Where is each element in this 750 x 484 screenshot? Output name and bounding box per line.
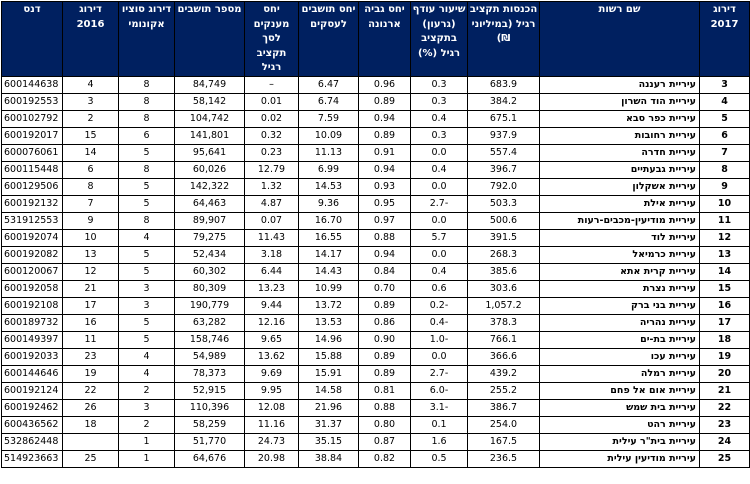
cell-arnona-collection: 0.97: [359, 212, 411, 229]
cell-socio-economic: 4: [119, 348, 175, 365]
cell-dns: 600192132: [2, 195, 63, 212]
cell-dns: 600192017: [2, 127, 63, 144]
cell-residents-per-business: 16.55: [299, 229, 359, 246]
cell-municipality-name: עיריית מודיעין-מכבים-רעות: [540, 212, 700, 229]
cell-grants-ratio: 3.18: [245, 246, 299, 263]
cell-residents-per-business: 13.72: [299, 297, 359, 314]
cell-socio-economic: 8: [119, 110, 175, 127]
cell-socio-economic: 4: [119, 365, 175, 382]
cell-socio-economic: 5: [119, 178, 175, 195]
cell-population: 58,142: [175, 93, 245, 110]
cell-socio-economic: 5: [119, 144, 175, 161]
cell-rank-2017: 6: [700, 127, 750, 144]
table-row: [2, 212, 750, 229]
cell-population: 84,749: [175, 76, 245, 93]
cell-rank-2016: 22: [63, 382, 119, 399]
cell-grants-ratio: 12.16: [245, 314, 299, 331]
cell-arnona-collection: 0.86: [359, 314, 411, 331]
cell-rank-2017: 17: [700, 314, 750, 331]
cell-rank-2017: 3: [700, 76, 750, 93]
table-row: [2, 416, 750, 433]
cell-population: 89,907: [175, 212, 245, 229]
cell-income: 378.3: [468, 314, 540, 331]
cell-municipality-name: עיריית רהט: [540, 416, 700, 433]
cell-surplus-rate: 0.5: [411, 450, 468, 467]
cell-rank-2017: 22: [700, 399, 750, 416]
cell-municipality-name: עיריית אילת: [540, 195, 700, 212]
cell-grants-ratio: 6.44: [245, 263, 299, 280]
cell-socio-economic: 5: [119, 263, 175, 280]
cell-rank-2016: 23: [63, 348, 119, 365]
cell-socio-economic: 5: [119, 246, 175, 263]
cell-grants-ratio: 4.87: [245, 195, 299, 212]
cell-socio-economic: 2: [119, 382, 175, 399]
cell-income: 683.9: [468, 76, 540, 93]
cell-rank-2016: 16: [63, 314, 119, 331]
cell-surplus-rate: -6.0: [411, 382, 468, 399]
cell-arnona-collection: 0.91: [359, 144, 411, 161]
cell-surplus-rate: -2.7: [411, 195, 468, 212]
cell-grants-ratio: 0.32: [245, 127, 299, 144]
cell-surplus-rate: 0.3: [411, 127, 468, 144]
table-row: [2, 433, 750, 450]
cell-surplus-rate: -0.4: [411, 314, 468, 331]
cell-income: 236.5: [468, 450, 540, 467]
cell-grants-ratio: 12.79: [245, 161, 299, 178]
table-row: [2, 144, 750, 161]
table-row: [2, 348, 750, 365]
cell-arnona-collection: 0.82: [359, 450, 411, 467]
cell-surplus-rate: 0.4: [411, 110, 468, 127]
cell-arnona-collection: 0.89: [359, 365, 411, 382]
cell-income: 385.6: [468, 263, 540, 280]
cell-municipality-name: עיריית עכו: [540, 348, 700, 365]
cell-income: 500.6: [468, 212, 540, 229]
cell-municipality-name: עיריית בת-ים: [540, 331, 700, 348]
cell-population: 58,259: [175, 416, 245, 433]
cell-surplus-rate: 0.0: [411, 178, 468, 195]
cell-dns: 532862448: [2, 433, 63, 450]
cell-arnona-collection: 0.89: [359, 348, 411, 365]
cell-surplus-rate: -2.7: [411, 365, 468, 382]
cell-residents-per-business: 14.58: [299, 382, 359, 399]
cell-municipality-name: עיריית אשקלון: [540, 178, 700, 195]
cell-socio-economic: 5: [119, 331, 175, 348]
cell-residents-per-business: 15.91: [299, 365, 359, 382]
cell-municipality-name: עיריית רמלה: [540, 365, 700, 382]
cell-grants-ratio: 24.73: [245, 433, 299, 450]
cell-income: 439.2: [468, 365, 540, 382]
cell-arnona-collection: 0.89: [359, 127, 411, 144]
cell-rank-2016: 15: [63, 127, 119, 144]
cell-rank-2016: 11: [63, 331, 119, 348]
cell-municipality-name: עיריית רעננה: [540, 76, 700, 93]
cell-grants-ratio: 0.02: [245, 110, 299, 127]
cell-dns: 600192124: [2, 382, 63, 399]
cell-rank-2016: 21: [63, 280, 119, 297]
cell-arnona-collection: 0.80: [359, 416, 411, 433]
cell-population: 190,779: [175, 297, 245, 314]
cell-dns: 600192462: [2, 399, 63, 416]
cell-rank-2016: 3: [63, 93, 119, 110]
cell-rank-2017: 20: [700, 365, 750, 382]
cell-income: 675.1: [468, 110, 540, 127]
cell-dns: 600144638: [2, 76, 63, 93]
cell-income: 937.9: [468, 127, 540, 144]
cell-arnona-collection: 0.81: [359, 382, 411, 399]
cell-arnona-collection: 0.89: [359, 297, 411, 314]
cell-population: 54,989: [175, 348, 245, 365]
cell-rank-2017: 25: [700, 450, 750, 467]
cell-dns: 600192553: [2, 93, 63, 110]
cell-population: 95,641: [175, 144, 245, 161]
cell-arnona-collection: 0.95: [359, 195, 411, 212]
cell-municipality-name: עיריית גבעתיים: [540, 161, 700, 178]
table-row: [2, 110, 750, 127]
cell-arnona-collection: 0.96: [359, 76, 411, 93]
cell-grants-ratio: 0.23: [245, 144, 299, 161]
cell-arnona-collection: 0.70: [359, 280, 411, 297]
cell-arnona-collection: 0.94: [359, 161, 411, 178]
cell-population: 64,676: [175, 450, 245, 467]
cell-dns: 600115448: [2, 161, 63, 178]
table-row: [2, 127, 750, 144]
cell-grants-ratio: –: [245, 76, 299, 93]
cell-socio-economic: 3: [119, 399, 175, 416]
table-row: [2, 246, 750, 263]
cell-population: 60,026: [175, 161, 245, 178]
cell-dns: 600129506: [2, 178, 63, 195]
cell-arnona-collection: 0.89: [359, 93, 411, 110]
cell-dns: 600144646: [2, 365, 63, 382]
table-body: [2, 76, 750, 467]
cell-arnona-collection: 0.87: [359, 433, 411, 450]
cell-municipality-name: עיריית בית"ר עילית: [540, 433, 700, 450]
header-income: הכנסות תקציב רגיל (במיליוני ₪): [468, 2, 540, 77]
cell-municipality-name: עיריית חדרה: [540, 144, 700, 161]
cell-residents-per-business: 14.43: [299, 263, 359, 280]
cell-surplus-rate: 5.7: [411, 229, 468, 246]
cell-socio-economic: 6: [119, 127, 175, 144]
cell-surplus-rate: -1.0: [411, 331, 468, 348]
cell-rank-2017: 8: [700, 161, 750, 178]
cell-grants-ratio: 11.16: [245, 416, 299, 433]
header-surplus-rate: שיעור עודף (גרעון) בתקציב רגיל (%): [411, 2, 468, 77]
cell-population: 64,463: [175, 195, 245, 212]
cell-residents-per-business: 21.96: [299, 399, 359, 416]
header-residents-per-business: יחס תושבים לעסקים: [299, 2, 359, 77]
table-header-row: [2, 2, 750, 77]
cell-income: 167.5: [468, 433, 540, 450]
cell-rank-2016: 25: [63, 450, 119, 467]
cell-arnona-collection: 0.93: [359, 178, 411, 195]
cell-rank-2017: 4: [700, 93, 750, 110]
cell-population: 78,373: [175, 365, 245, 382]
cell-residents-per-business: 6.99: [299, 161, 359, 178]
cell-dns: 600192108: [2, 297, 63, 314]
cell-rank-2017: 10: [700, 195, 750, 212]
cell-surplus-rate: -0.2: [411, 297, 468, 314]
header-dns: דנס: [2, 2, 63, 77]
cell-grants-ratio: 9.95: [245, 382, 299, 399]
cell-grants-ratio: 9.44: [245, 297, 299, 314]
cell-residents-per-business: 14.53: [299, 178, 359, 195]
header-socio-economic: דירוג סוציו אקונומי: [119, 2, 175, 77]
municipal-ranking-table-container: [1, 1, 750, 468]
cell-residents-per-business: 14.96: [299, 331, 359, 348]
table-row: [2, 365, 750, 382]
cell-income: 766.1: [468, 331, 540, 348]
cell-population: 63,282: [175, 314, 245, 331]
cell-socio-economic: 1: [119, 433, 175, 450]
cell-residents-per-business: 14.17: [299, 246, 359, 263]
cell-population: 79,275: [175, 229, 245, 246]
table-row: [2, 76, 750, 93]
cell-surplus-rate: -3.1: [411, 399, 468, 416]
cell-population: 52,434: [175, 246, 245, 263]
table-row: [2, 331, 750, 348]
cell-arnona-collection: 0.88: [359, 399, 411, 416]
cell-dns: 600076061: [2, 144, 63, 161]
cell-rank-2016: 9: [63, 212, 119, 229]
table-row: [2, 263, 750, 280]
cell-population: 142,322: [175, 178, 245, 195]
cell-rank-2017: 12: [700, 229, 750, 246]
cell-rank-2017: 5: [700, 110, 750, 127]
cell-surplus-rate: 0.0: [411, 144, 468, 161]
cell-rank-2017: 18: [700, 331, 750, 348]
cell-surplus-rate: 0.0: [411, 212, 468, 229]
cell-grants-ratio: 12.08: [245, 399, 299, 416]
cell-grants-ratio: 0.01: [245, 93, 299, 110]
cell-rank-2017: 9: [700, 178, 750, 195]
table-row: [2, 195, 750, 212]
cell-municipality-name: עיריית כרמיאל: [540, 246, 700, 263]
table-row: [2, 297, 750, 314]
cell-income: 384.2: [468, 93, 540, 110]
cell-dns: 600192033: [2, 348, 63, 365]
cell-income: 386.7: [468, 399, 540, 416]
cell-rank-2017: 21: [700, 382, 750, 399]
cell-socio-economic: 5: [119, 195, 175, 212]
cell-municipality-name: עיריית מודיעין עילית: [540, 450, 700, 467]
cell-population: 52,915: [175, 382, 245, 399]
cell-grants-ratio: 0.07: [245, 212, 299, 229]
cell-residents-per-business: 16.70: [299, 212, 359, 229]
cell-municipality-name: עיריית אום אל פחם: [540, 382, 700, 399]
cell-socio-economic: 8: [119, 161, 175, 178]
header-rank-2017: דירוג 2017: [700, 2, 750, 77]
cell-dns: 514923663: [2, 450, 63, 467]
cell-grants-ratio: 20.98: [245, 450, 299, 467]
cell-population: 141,801: [175, 127, 245, 144]
cell-arnona-collection: 0.88: [359, 229, 411, 246]
cell-municipality-name: עיריית נהריה: [540, 314, 700, 331]
cell-rank-2016: 2: [63, 110, 119, 127]
cell-rank-2016: 10: [63, 229, 119, 246]
header-grants-ratio: יחס מענקים לסך תקציב רגיל: [245, 2, 299, 77]
cell-rank-2017: 11: [700, 212, 750, 229]
cell-rank-2016: 8: [63, 178, 119, 195]
cell-socio-economic: 4: [119, 229, 175, 246]
cell-surplus-rate: 0.4: [411, 263, 468, 280]
cell-arnona-collection: 0.84: [359, 263, 411, 280]
cell-residents-per-business: 10.09: [299, 127, 359, 144]
cell-dns: 600149397: [2, 331, 63, 348]
cell-population: 158,746: [175, 331, 245, 348]
cell-residents-per-business: 7.59: [299, 110, 359, 127]
cell-dns: 600436562: [2, 416, 63, 433]
cell-residents-per-business: 11.13: [299, 144, 359, 161]
cell-municipality-name: עיריית בני ברק: [540, 297, 700, 314]
cell-socio-economic: 8: [119, 76, 175, 93]
cell-dns: 600192058: [2, 280, 63, 297]
cell-rank-2016: 19: [63, 365, 119, 382]
cell-residents-per-business: 31.37: [299, 416, 359, 433]
cell-municipality-name: עיריית לוד: [540, 229, 700, 246]
cell-surplus-rate: 0.0: [411, 246, 468, 263]
cell-surplus-rate: 0.4: [411, 161, 468, 178]
cell-socio-economic: 3: [119, 280, 175, 297]
table-row: [2, 93, 750, 110]
cell-population: 110,396: [175, 399, 245, 416]
cell-income: 255.2: [468, 382, 540, 399]
cell-rank-2017: 16: [700, 297, 750, 314]
cell-socio-economic: 8: [119, 93, 175, 110]
cell-municipality-name: עיריית רחובות: [540, 127, 700, 144]
cell-municipality-name: עיריית קרית אתא: [540, 263, 700, 280]
cell-dns: 600120067: [2, 263, 63, 280]
cell-grants-ratio: 13.62: [245, 348, 299, 365]
cell-rank-2017: 23: [700, 416, 750, 433]
cell-residents-per-business: 6.74: [299, 93, 359, 110]
cell-grants-ratio: 13.23: [245, 280, 299, 297]
cell-municipality-name: עיריית כפר סבא: [540, 110, 700, 127]
cell-municipality-name: עיריית נצרת: [540, 280, 700, 297]
cell-surplus-rate: 0.3: [411, 76, 468, 93]
cell-population: 51,770: [175, 433, 245, 450]
cell-residents-per-business: 9.36: [299, 195, 359, 212]
cell-surplus-rate: 0.3: [411, 93, 468, 110]
cell-dns: 600192082: [2, 246, 63, 263]
cell-population: 60,302: [175, 263, 245, 280]
cell-rank-2017: 14: [700, 263, 750, 280]
cell-income: 503.3: [468, 195, 540, 212]
cell-income: 557.4: [468, 144, 540, 161]
cell-rank-2016: 17: [63, 297, 119, 314]
cell-grants-ratio: 9.69: [245, 365, 299, 382]
cell-surplus-rate: 0.6: [411, 280, 468, 297]
cell-municipality-name: עיריית הוד השרון: [540, 93, 700, 110]
table-row: [2, 450, 750, 467]
table-row: [2, 399, 750, 416]
cell-rank-2017: 24: [700, 433, 750, 450]
cell-rank-2016: 4: [63, 76, 119, 93]
cell-residents-per-business: 35.15: [299, 433, 359, 450]
table-row: [2, 382, 750, 399]
header-municipality-name: שם רשות: [540, 2, 700, 77]
cell-grants-ratio: 11.43: [245, 229, 299, 246]
cell-socio-economic: 8: [119, 212, 175, 229]
cell-rank-2016: 6: [63, 161, 119, 178]
cell-rank-2016: 7: [63, 195, 119, 212]
cell-income: 792.0: [468, 178, 540, 195]
cell-rank-2016: 18: [63, 416, 119, 433]
cell-arnona-collection: 0.90: [359, 331, 411, 348]
cell-surplus-rate: 0.1: [411, 416, 468, 433]
header-rank-2016: דירוג 2016: [63, 2, 119, 77]
cell-socio-economic: 2: [119, 416, 175, 433]
cell-dns: 531912553: [2, 212, 63, 229]
cell-income: 366.6: [468, 348, 540, 365]
cell-residents-per-business: 10.99: [299, 280, 359, 297]
cell-socio-economic: 3: [119, 297, 175, 314]
cell-rank-2016: 12: [63, 263, 119, 280]
cell-dns: 600192074: [2, 229, 63, 246]
cell-income: 396.7: [468, 161, 540, 178]
cell-population: 104,742: [175, 110, 245, 127]
table-row: [2, 314, 750, 331]
cell-arnona-collection: 0.94: [359, 110, 411, 127]
cell-rank-2017: 13: [700, 246, 750, 263]
cell-dns: 600189732: [2, 314, 63, 331]
table-row: [2, 178, 750, 195]
cell-income: 1,057.2: [468, 297, 540, 314]
header-population: מספר תושבים: [175, 2, 245, 77]
cell-residents-per-business: 15.88: [299, 348, 359, 365]
cell-income: 391.5: [468, 229, 540, 246]
cell-residents-per-business: 6.47: [299, 76, 359, 93]
cell-income: 303.6: [468, 280, 540, 297]
table-row: [2, 229, 750, 246]
cell-income: 254.0: [468, 416, 540, 433]
cell-population: 80,309: [175, 280, 245, 297]
cell-grants-ratio: 1.32: [245, 178, 299, 195]
cell-rank-2017: 15: [700, 280, 750, 297]
cell-socio-economic: 5: [119, 314, 175, 331]
header-arnona-collection: יחס גביה ארנונה: [359, 2, 411, 77]
cell-rank-2016: 26: [63, 399, 119, 416]
cell-municipality-name: עיריית בית שמש: [540, 399, 700, 416]
cell-rank-2016: [63, 433, 119, 450]
cell-arnona-collection: 0.94: [359, 246, 411, 263]
cell-rank-2017: 7: [700, 144, 750, 161]
table-row: [2, 280, 750, 297]
cell-residents-per-business: 38.84: [299, 450, 359, 467]
cell-surplus-rate: 0.0: [411, 348, 468, 365]
cell-residents-per-business: 13.53: [299, 314, 359, 331]
cell-income: 268.3: [468, 246, 540, 263]
table-row: [2, 161, 750, 178]
cell-rank-2016: 14: [63, 144, 119, 161]
municipal-ranking-table: [1, 1, 750, 468]
cell-rank-2016: 13: [63, 246, 119, 263]
cell-grants-ratio: 9.65: [245, 331, 299, 348]
cell-socio-economic: 1: [119, 450, 175, 467]
cell-rank-2017: 19: [700, 348, 750, 365]
cell-dns: 600102792: [2, 110, 63, 127]
cell-surplus-rate: 1.6: [411, 433, 468, 450]
